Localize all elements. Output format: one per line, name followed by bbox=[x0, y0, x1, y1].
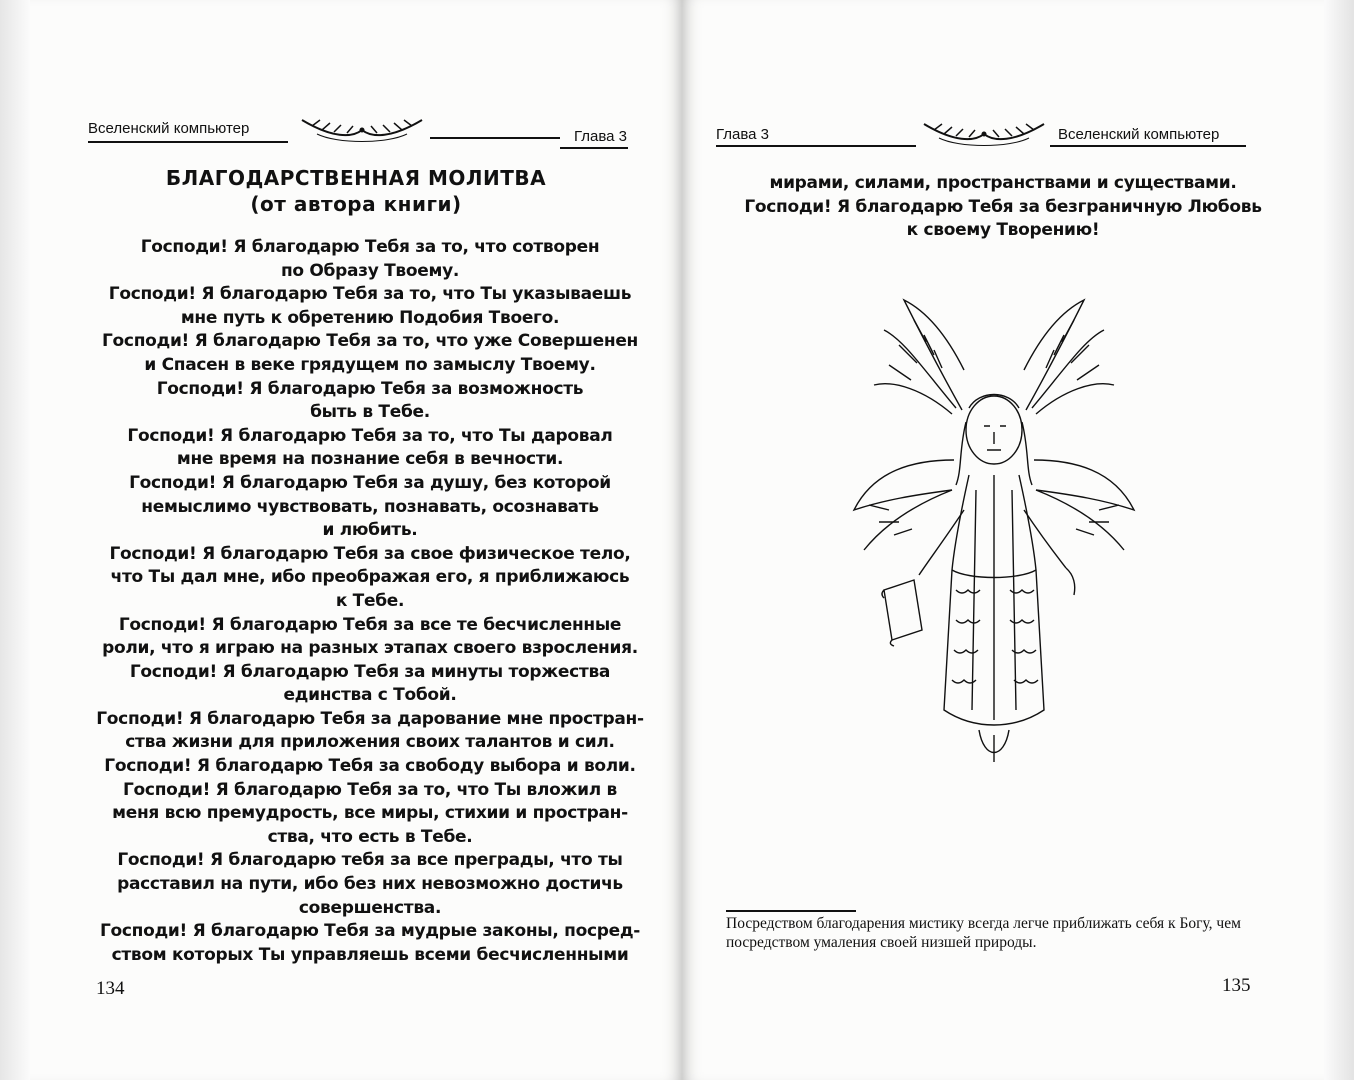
prayer-line: Господи! Я благодарю Тебя за безграничную Любовь bbox=[744, 196, 1262, 217]
prayer-subtitle: (от автора книги) bbox=[250, 192, 462, 216]
prayer-line: Господи! Я благодарю тебя за все преграды, что ты bbox=[117, 850, 623, 871]
footnote: Посредством благодарения мистику всегда легче приближать себя к Богу, чем посредством умаления своей низшей природы. bbox=[726, 915, 1241, 951]
prayer-line: к своему Творению! bbox=[906, 220, 1100, 241]
right-page bbox=[682, 0, 1324, 1080]
running-header-book-title: Вселенский компьютер bbox=[1058, 126, 1220, 143]
prayer-line: что Ты дал мне, ибо преображая его, я приближаюсь bbox=[110, 567, 630, 588]
prayer-line: Господи! Я благодарю Тебя за то, что Ты вложил в bbox=[123, 779, 617, 800]
header-rule-left bbox=[716, 145, 916, 147]
header-ornament-icon bbox=[292, 108, 432, 148]
prayer-line: Господи! Я благодарю Тебя за возможность bbox=[156, 378, 584, 399]
prayer-line: к Тебе. bbox=[335, 590, 405, 611]
prayer-line: мне время на познание себя в вечности. bbox=[176, 449, 564, 470]
left-page bbox=[30, 0, 682, 1080]
header-rule-left bbox=[88, 141, 288, 143]
prayer-continuation bbox=[682, 172, 1324, 243]
header-rule-right bbox=[430, 137, 560, 139]
prayer-line: совершенства. bbox=[298, 897, 442, 918]
prayer-line: быть в Тебе. bbox=[310, 402, 430, 423]
prayer-line: Господи! Я благодарю Тебя за то, что Ты даровал bbox=[127, 425, 613, 446]
prayer-line: Господи! Я благодарю Тебя за то, что Ты указываешь bbox=[108, 284, 632, 305]
prayer-line: немыслимо чувствовать, познавать, осознавать bbox=[141, 496, 599, 517]
prayer-text bbox=[90, 236, 650, 967]
prayer-line: Господи! Я благодарю Тебя за все те бесчисленные bbox=[118, 614, 622, 635]
prayer-line: меня всю премудрость, все миры, стихии и простран- bbox=[112, 803, 628, 824]
prayer-line: и любить. bbox=[322, 520, 418, 541]
prayer-line: единства с Тобой. bbox=[283, 685, 457, 706]
prayer-line: Господи! Я благодарю Тебя за свободу выбора и воли. bbox=[104, 756, 636, 777]
prayer-line: по Образу Твоему. bbox=[280, 260, 460, 281]
prayer-line: Господи! Я благодарю Тебя за то, что сотворен bbox=[140, 237, 600, 257]
prayer-line: Господи! Я благодарю Тебя за свое физическое тело, bbox=[109, 543, 631, 564]
prayer-line: роли, что я играю на разных этапах своего взросления. bbox=[102, 638, 638, 659]
prayer-line: ства, что есть в Тебе. bbox=[267, 826, 473, 847]
prayer-line: ства жизни для приложения своих талантов и сил. bbox=[125, 732, 615, 753]
header-chapter-rule bbox=[560, 147, 628, 149]
header-ornament-icon bbox=[914, 112, 1054, 152]
prayer-line: мирами, силами, пространствами и существами. bbox=[769, 173, 1237, 193]
footnote-rule bbox=[726, 910, 856, 912]
prayer-line: мне путь к обретению Подобия Твоего. bbox=[180, 307, 560, 328]
running-header-chapter: Глава 3 bbox=[574, 128, 628, 145]
prayer-line: и Спасен в веке грядущем по замыслу Твоему. bbox=[144, 354, 596, 375]
prayer-line: Господи! Я благодарю Тебя за то, что уже Совершенен bbox=[102, 331, 638, 352]
prayer-line: ством которых Ты управляешь всеми бесчисленными bbox=[111, 944, 629, 965]
page-number-right: 135 bbox=[1222, 975, 1251, 996]
prayer-line: расставил на пути, ибо без них невозможно достичь bbox=[117, 874, 623, 895]
running-header-chapter: Глава 3 bbox=[716, 126, 770, 143]
header-rule-right bbox=[1050, 145, 1246, 147]
left-page-edge bbox=[0, 0, 30, 1080]
prayer-title: БЛАГОДАРСТВЕННАЯ МОЛИТВА bbox=[165, 166, 547, 190]
prayer-line: Господи! Я благодарю Тебя за душу, без которой bbox=[129, 472, 611, 493]
prayer-line: Господи! Я благодарю Тебя за дарование мне простран- bbox=[96, 708, 644, 729]
page-number-left: 134 bbox=[96, 978, 125, 999]
prayer-line: Господи! Я благодарю Тебя за мудрые законы, посред- bbox=[99, 921, 641, 942]
running-header-book-title: Вселенский компьютер bbox=[88, 120, 250, 137]
right-page-edge bbox=[1324, 0, 1354, 1080]
angel-illustration bbox=[844, 290, 1144, 790]
prayer-line: Господи! Я благодарю Тебя за минуты торжества bbox=[129, 661, 611, 682]
